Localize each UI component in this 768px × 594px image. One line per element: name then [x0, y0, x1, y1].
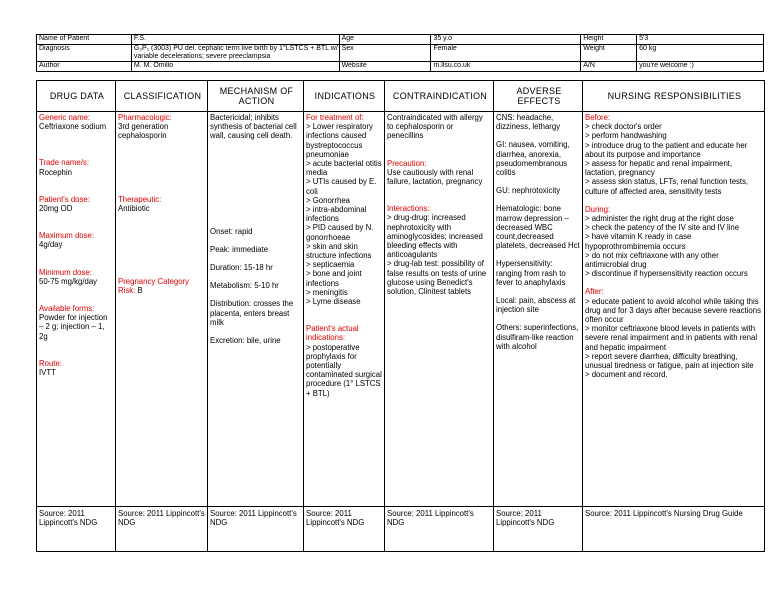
drug-study-table [36, 80, 765, 552]
before-label: Before: [585, 113, 611, 122]
precaution-label: Precaution: [387, 158, 427, 168]
max-dose-label: Maximum dose: [39, 231, 95, 241]
header-classification: CLASSIFICATION [116, 81, 208, 112]
source-adverse-effects: Source: 2011 Lippincott's NDG [494, 507, 583, 552]
adverse-gu: GU: nephrotoxicity [496, 186, 561, 196]
value-author: M. M. Omillo [131, 62, 339, 72]
pregnancy-category [118, 277, 205, 295]
source-row [37, 507, 765, 552]
cell-nursing [583, 112, 765, 507]
value-diagnosis: G₂P₁ (3003) PU del. cephalic term live birth by 1°LSTCS + BTL w/ variable decelerations; severe preeclampsia [131, 45, 339, 62]
pharmacologic-value: 3rd generation cephalosporin [118, 122, 169, 141]
pharmacologic-label: Pharmacologic: [118, 113, 172, 122]
label-height: Height [581, 35, 637, 45]
patient-dose-value: 20mg OD [39, 204, 73, 214]
mechanism-onset: Onset: rapid [210, 226, 253, 236]
header-drug-data: DRUG DATA [37, 81, 116, 112]
precaution-value: Use cautiously with renal failure, lactation, pregnancy [387, 167, 483, 187]
value-weight: 60 kg [637, 45, 764, 62]
adverse-hypersensitivity: Hypersensitivity: ranging from rash to fever to anaphylaxis [496, 259, 566, 287]
mechanism-excretion: Excretion: bile, urine [210, 336, 281, 346]
pregnancy-label: Pregnancy Category Risk: [118, 277, 190, 296]
available-forms-value: Powder for injection – 2 g; injection – 1, 2g [39, 313, 108, 341]
mechanism-peak: Peak: immediate [210, 244, 269, 254]
min-dose-value: 50-75 mg/kg/day [39, 276, 98, 286]
available-forms-label: Available forms: [39, 304, 95, 314]
value-patient-name: F.S. [131, 35, 339, 45]
adverse-hematologic: Hematologic: bone marrow depression – decreased WBC count,decreased platelets, decreased Hct [496, 204, 580, 251]
header-row [37, 81, 765, 112]
source-indications: Source: 2011 Lippincott's NDG [304, 507, 385, 552]
label-age: Age [339, 35, 431, 45]
generic-name-value: Ceftriaxone sodium [39, 122, 107, 132]
after-label: After: [585, 287, 604, 297]
interactions-label: Interactions: [387, 204, 430, 214]
header-contraindication: CONTRAINDICATION [385, 81, 494, 112]
cell-classification [116, 112, 208, 507]
min-dose-label: Minimum dose: [39, 267, 92, 277]
route-value: IVTT [39, 368, 56, 378]
label-author: Author [37, 62, 132, 72]
label-website: Website [339, 62, 431, 72]
adverse-gi: GI: nausea, vomiting, diarrhea, anorexia, pseudomembranous colitis [496, 140, 570, 178]
route-label: Route: [39, 358, 62, 368]
mechanism-duration: Duration: 15-18 hr [210, 263, 273, 273]
therapeutic-label: Therapeutic: [118, 194, 162, 204]
before-list: > check doctor's order > perform handwashing > introduce drug to the patient and educate her about its purpose and importance > assess for hepatic and renal impairment, lactation, pregnancy > assess skin status, LFTs, renal function tests, culture of affected area, sensitivity tests [585, 122, 749, 196]
max-dose-value: 4g/day [39, 240, 63, 250]
label-sex: Sex [339, 45, 431, 62]
patient-dose-label: Patient's dose: [39, 194, 90, 204]
info-row-author [37, 62, 764, 72]
info-row-patient [37, 35, 764, 45]
interactions-value: > drug-drug: increased nephrotoxicity with aminoglycosides; increased bleeding effects with anticoagulants > drug-lab test: possibility of false results on tests of urine glucose using Benedict's solution, Clinitest tablets [387, 213, 487, 297]
adverse-cns: CNS: headache, dizziness, lethargy [496, 113, 561, 132]
info-row-diagnosis [37, 45, 764, 62]
cell-contraindication [385, 112, 494, 507]
actual-indications-value: > postoperative prophylaxis for potentially contaminated surgical procedure (1° LSTCS + BTL) [306, 342, 382, 398]
label-diagnosis: Diagnosis [37, 45, 132, 62]
adverse-others: Others: superinfections, disulfiram-like reaction with alcohol [496, 323, 579, 351]
value-height: 5'3 [637, 35, 764, 45]
cell-mechanism [208, 112, 304, 507]
source-classification: Source: 2011 Lippincott's NDG [116, 507, 208, 552]
indications-list: > Lower respiratory infections caused bystreptococcus pneumoniae > acute bacterial otitis media > UTIs caused by E. coli > Gonorrhea > intra-abdominal infections > PID caused by N. gonorrhoeae > skin and skin structure infections > septicaemia > bone and joint infections > meningitis > Lyme disease [306, 122, 382, 307]
trade-name-label: Trade name/s: [39, 158, 89, 168]
patient-info-table [36, 34, 764, 72]
value-website: m.llsu.co.uk [431, 62, 581, 72]
value-age: 35 y.o [431, 35, 581, 45]
label-weight: Weight [581, 45, 637, 62]
after-list: > educate patient to avoid alcohol while taking this drug and for 3 days after because severe reactions often occur > monitor ceftriaxone blood levels in patients with severe renal impairment and in patients with renal and hepatic impairment > report severe diarrhea, difficulty breathing, unusual tiredness or fatigue, pain at injection site > document and record. [585, 296, 761, 380]
therapeutic-value: Antibiotic [118, 203, 150, 213]
generic-name-label: Generic name: [39, 113, 91, 122]
label-an: A/N [581, 62, 637, 72]
cell-indications [304, 112, 385, 507]
value-sex: Female [431, 45, 581, 62]
during-list: > administer the right drug at the right dose > check the patency of the IV site and IV line > have vitamin K ready in case hypoprothrombinemia occurs > do not mix ceftriaxone with any other antimicrobial drug > discontinue if hypersensitivity reaction occurs [585, 214, 748, 279]
cell-drug-data [37, 112, 116, 507]
label-name-of-patient: Name of Patient [37, 35, 132, 45]
source-nursing: Source: 2011 Lippincott's Nursing Drug Guide [583, 507, 765, 552]
trade-name-value: Rocephin [39, 167, 72, 177]
source-drug-data: Source: 2011 Lippincott's NDG [37, 507, 116, 552]
adverse-local: Local: pain, abscess at injection site [496, 296, 576, 315]
body-row [37, 112, 765, 507]
during-label: During: [585, 204, 611, 214]
mechanism-distribution: Distribution: crosses the placenta, enters breast milk [210, 299, 294, 327]
value-an: you're welcome :) [637, 62, 764, 72]
mechanism-metabolism: Metabolism: 5-10 hr [210, 281, 279, 291]
source-contraindication: Source: 2011 Lippincott's NDG [385, 507, 494, 552]
source-mechanism: Source: 2011 Lippincott's NDG [208, 507, 304, 552]
contra-main: Contraindicated with allergy to cephalosporin or penecillins [387, 113, 483, 141]
header-mechanism: MECHANISM OF ACTION [208, 81, 304, 112]
header-indications: INDICATIONS [304, 81, 385, 112]
header-adverse-effects: ADVERSE EFFECTS [494, 81, 583, 112]
indications-label: For treatment of: [306, 113, 364, 122]
cell-adverse-effects [494, 112, 583, 507]
pregnancy-value: B [137, 286, 143, 296]
mechanism-main: Bactericidal; inhibits synthesis of bacterial cell wall, causing cell death. [210, 113, 297, 141]
header-nursing: NURSING RESPONSIBILITIES [583, 81, 765, 112]
actual-indications-label: Patient's actual indications: [306, 324, 359, 343]
